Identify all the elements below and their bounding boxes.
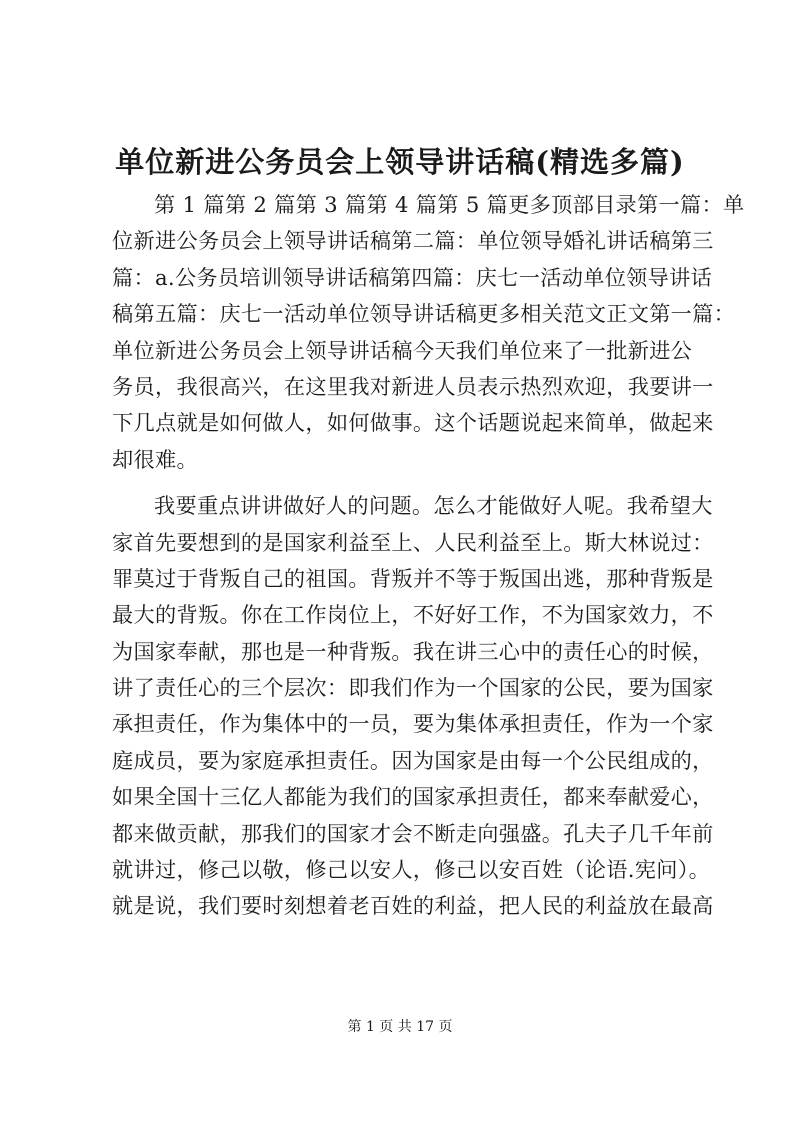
text-line: 如果全国十三亿人都能为我们的国家承担责任，都来奉献爱心， <box>112 784 714 810</box>
text-line: 家首先要想到的是国家利益至上、人民利益至上。斯大林说过： <box>112 529 714 555</box>
text-line: 为国家奉献，那也是一种背叛。我在讲三心中的责任心的时候， <box>112 638 714 664</box>
text-line: 却很难。 <box>112 446 198 472</box>
text-line: 讲了责任心的三个层次：即我们作为一个国家的公民，要为国家 <box>112 675 714 701</box>
text-line: 务员，我很高兴，在这里我对新进人员表示热烈欢迎，我要讲一 <box>112 373 714 399</box>
text-line: 都来做贡献，那我们的国家才会不断走向强盛。孔夫子几千年前 <box>112 820 714 846</box>
text-line: 第 1 篇第 2 篇第 3 篇第 4 篇第 5 篇更多顶部目录第一篇：单 <box>154 192 745 217</box>
paragraph-spacer <box>112 478 702 488</box>
paragraph-2 <box>112 488 714 925</box>
text-line: 庭成员，要为家庭承担责任。因为国家是由每一个公民组成的， <box>112 747 714 773</box>
text-line: 我要重点讲讲做好人的问题。怎么才能做好人呢。我希望大 <box>154 493 713 519</box>
text-line: 位新进公务员会上领导讲话稿第二篇：单位领导婚礼讲话稿第三 <box>112 228 714 254</box>
text-line: 单位新进公务员会上领导讲话稿今天我们单位来了一批新进公 <box>112 337 693 363</box>
document-body <box>112 187 745 925</box>
text-line: 稿第五篇：庆七一活动单位领导讲话稿更多相关范文正文第一篇： <box>112 301 736 327</box>
text-line: 最大的背叛。你在工作岗位上，不好好工作，不为国家效力，不 <box>112 602 714 628</box>
text-line: 篇：a.公务员培训领导讲话稿第四篇：庆七一活动单位领导讲话 <box>112 264 713 290</box>
paragraph-1 <box>112 187 745 478</box>
text-line: 下几点就是如何做人，如何做事。这个话题说起来简单，做起来 <box>112 410 714 436</box>
text-line: 就是说，我们要时刻想着老百姓的利益，把人民的利益放在最高 <box>112 893 714 919</box>
document-title: 单位新进公务员会上领导讲话稿(精选多篇) <box>115 145 685 179</box>
text-line: 就讲过，修己以敬，修己以安人，修己以安百姓（论语.宪问）。 <box>112 857 711 883</box>
page-footer: 第 1 页 共 17 页 <box>347 1019 453 1035</box>
text-line: 罪莫过于背叛自己的祖国。背叛并不等于叛国出逃，那种背叛是 <box>112 565 714 591</box>
text-line: 承担责任，作为集体中的一员，要为集体承担责任，作为一个家 <box>112 711 714 737</box>
